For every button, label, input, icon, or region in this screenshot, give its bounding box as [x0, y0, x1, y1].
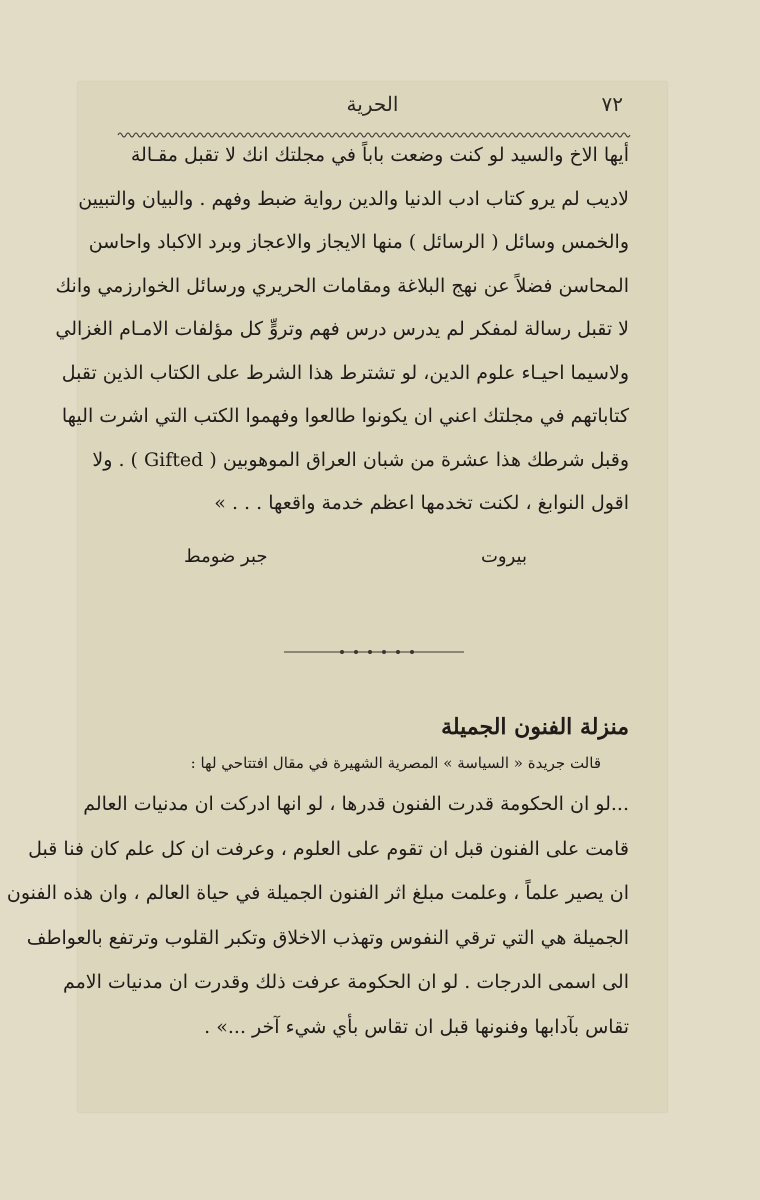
article-line: الجميلة هي التي ترقي النفوس وتهذب الاخلاق وتكبر القلوب وترتفع بالعواطف	[26, 926, 629, 949]
article-line: تقاس بآدابها وفنونها قبل ان تقاس بأي شيء آخر ...» .	[204, 1015, 629, 1038]
letter-line: كتاباتهم في مجلتك اعني ان يكونوا طالعوا وفهموا الكتب التي اشرت اليها	[61, 405, 629, 427]
signature-place: بيروت	[480, 546, 527, 567]
article-line: ان يصير علماً ، وعلمت مبلغ اثر الفنون الجميلة في حياة العالم ، وان هذه الفنون	[6, 882, 629, 904]
running-title: الحرية	[346, 92, 399, 116]
article-title: منزلة الفنون الجميلة	[441, 714, 629, 740]
letter-line: لا تقبل رسالة لمفكر لم يدرس درس فهم وتروٍّ كل مؤلفات الامـام الغزالي	[55, 318, 629, 340]
letter-line: والخمس وسائل ( الرسائل ) منها الايجاز والاعجاز وبرد الاكباد واحاسن	[88, 231, 629, 253]
letter-line: اقول النوابغ ، لكنت تخدمها اعظم خدمة واقعها . . . »	[214, 492, 629, 514]
letter-line: ولاسيما احيـاء علوم الدين، لو تشترط هذا الشرط على الكتاب الذين تقبل	[61, 361, 629, 384]
article-intro: قالت جريدة « السياسة » المصرية الشهيرة في مقال افتتاحي لها :	[190, 754, 601, 772]
signature-name: جبر ضومط	[184, 546, 268, 567]
article-line: ...لو ان الحكومة قدرت الفنون قدرها ، لو انها ادركت ان مدنيات العالم	[83, 793, 629, 815]
page-header	[78, 90, 667, 126]
letter-line: أيها الاخ والسيد لو كنت وضعت باباً في مجلتك انك لا تقبل مقـالة	[130, 144, 629, 166]
letter-line: وقبل شرطك هذا عشرة من شبان العراق الموهوبين ( Gifted ) . ولا	[92, 448, 629, 471]
letter-line: المحاسن فضلاً عن نهج البلاغة ومقامات الحريري ورسائل الخوارزمي وانك	[55, 274, 629, 297]
section-divider	[284, 648, 464, 656]
letter-body	[55, 134, 629, 526]
letter-line: لاديب لم يرو كتاب ادب الدنيا والدين رواية ضبط وفهم . والبيان والتبيين	[78, 187, 629, 210]
article-line: الى اسمى الدرجات . لو ان الحكومة عرفت ذلك وقدرت ان مدنيات الامم	[62, 971, 629, 993]
book-page	[6, 82, 667, 1112]
letter-signature	[78, 546, 667, 576]
article-body	[6, 782, 629, 1049]
article-line: قامت على الفنون قبل ان تقوم على العلوم ، وعرفت ان كل علم كان فنا قبل	[28, 837, 629, 860]
page-number: ٧٢	[601, 92, 623, 116]
